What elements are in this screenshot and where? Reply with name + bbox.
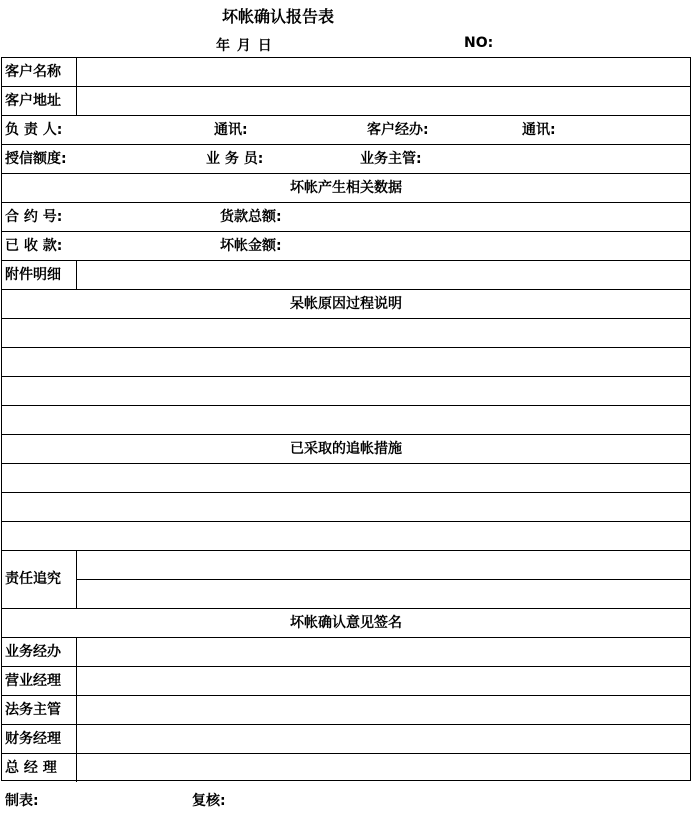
section-reason: 呆帐原因过程说明 — [290, 296, 402, 312]
account-handler-label: 客户经办: — [367, 122, 429, 138]
received-amount-label: 已 收 款: — [5, 238, 63, 254]
attachment-details-label: 附件明细 — [5, 267, 61, 283]
section-bad-debt-data: 坏帐产生相关数据 — [290, 180, 402, 196]
sales-supervisor-label: 业务主管: — [360, 151, 422, 167]
contract-number-label: 合 约 号: — [5, 209, 63, 225]
accountability-label: 责任追究 — [5, 571, 61, 587]
total-goods-amount-label: 货款总额: — [220, 209, 282, 225]
report-table — [1, 57, 691, 781]
customer-name-label: 客户名称 — [5, 64, 61, 80]
section-signatures: 坏帐确认意见签名 — [290, 615, 402, 631]
sig-general-manager-label: 总 经 理 — [5, 760, 57, 776]
salesperson-label: 业 务 员: — [206, 151, 264, 167]
sig-legal-supervisor-label: 法务主管 — [5, 702, 61, 718]
sig-finance-manager-label: 财务经理 — [5, 731, 61, 747]
responsible-person-label: 负 责 人: — [5, 122, 63, 138]
section-measures: 已采取的追帐措施 — [290, 441, 402, 457]
sig-operations-manager-label: 营业经理 — [5, 673, 61, 689]
contact-label-1: 通讯: — [214, 122, 248, 138]
bad-debt-amount-label: 坏帐金额: — [220, 238, 282, 254]
form-title: 坏帐确认报告表 — [222, 7, 335, 26]
contact-label-2: 通讯: — [522, 122, 556, 138]
reviewed-by-label: 复核: — [192, 793, 226, 809]
number-label: NO: — [464, 35, 494, 51]
prepared-by-label: 制表: — [5, 793, 39, 809]
credit-limit-label: 授信额度: — [5, 151, 67, 167]
customer-address-label: 客户地址 — [5, 93, 61, 109]
date-label: 年 月 日 — [216, 38, 273, 54]
sig-business-handler-label: 业务经办 — [5, 644, 61, 660]
